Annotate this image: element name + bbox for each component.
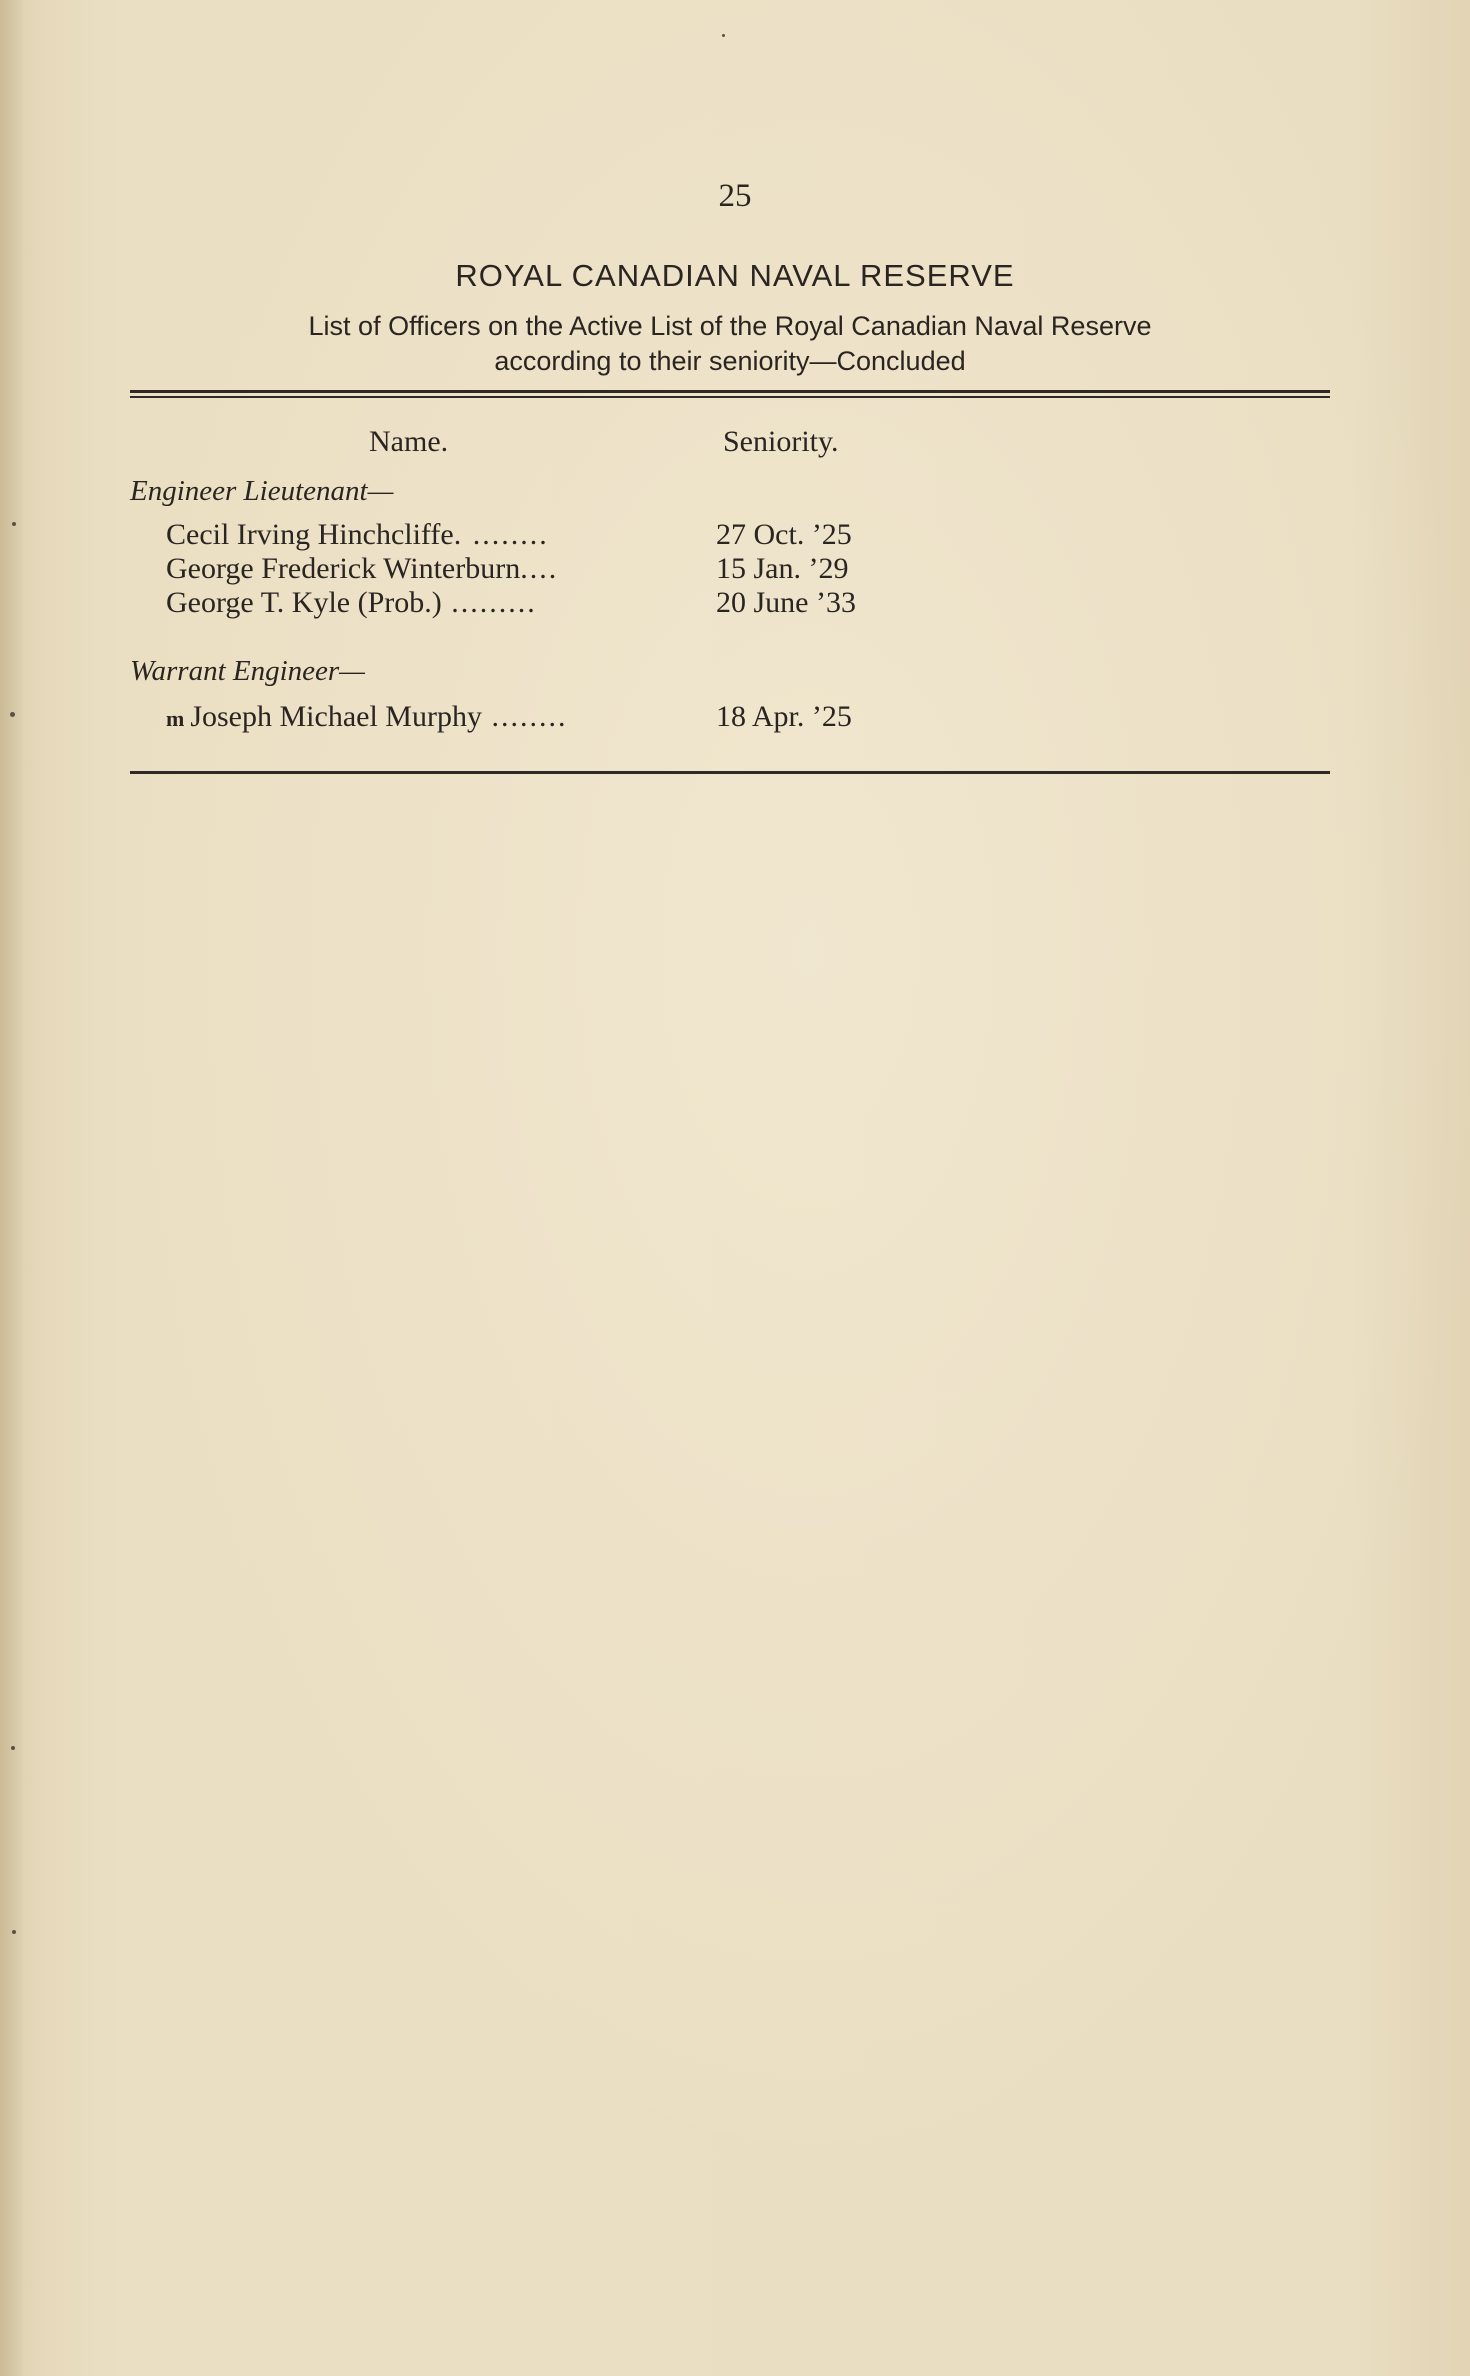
page-number: 25 (718, 178, 752, 214)
leader-dots: ......... (441, 586, 537, 619)
seniority-date: 18 Apr. ’25 (716, 700, 852, 733)
subtitle-line-2: according to their seniority—Concluded (494, 346, 966, 376)
leader-dots: . ........ (453, 518, 549, 551)
seniority-date: 15 Jan. ’29 (716, 552, 849, 585)
rank-heading-warrant-engineer: Warrant Engineer— (130, 655, 365, 687)
show-through-decoration (230, 1000, 246, 1071)
seniority-date: 20 June ’33 (716, 586, 856, 619)
bottom-rule (130, 771, 1330, 774)
rank-heading-engineer-lieutenant: Engineer Lieutenant— (130, 475, 394, 507)
top-double-rule (130, 390, 1330, 398)
subtitle-line-1: List of Officers on the Active List of the Royal Canadian Naval Reserve (308, 311, 1152, 341)
officer-row (166, 552, 896, 586)
leader-dots: .... (520, 552, 559, 585)
officer-name: Joseph Michael Murphy (190, 700, 482, 733)
binding-edge (0, 0, 22, 2376)
leader-dots: ........ (481, 700, 568, 733)
officer-name: Cecil Irving Hinchcliffe (166, 518, 454, 551)
column-header-name: Name. (369, 425, 449, 458)
page-subtitle (128, 309, 1332, 379)
seniority-date: 27 Oct. ’25 (716, 518, 852, 551)
annotation-mark: m (166, 706, 185, 731)
officer-name: George T. Kyle (Prob.) (166, 586, 442, 619)
officer-row (166, 586, 896, 620)
officer-name: George Frederick Winterburn (166, 552, 521, 585)
page-title: ROYAL CANADIAN NAVAL RESERVE (455, 258, 1015, 293)
column-header-seniority: Seniority. (723, 425, 839, 458)
officer-row (166, 700, 896, 736)
officer-row (166, 518, 896, 552)
